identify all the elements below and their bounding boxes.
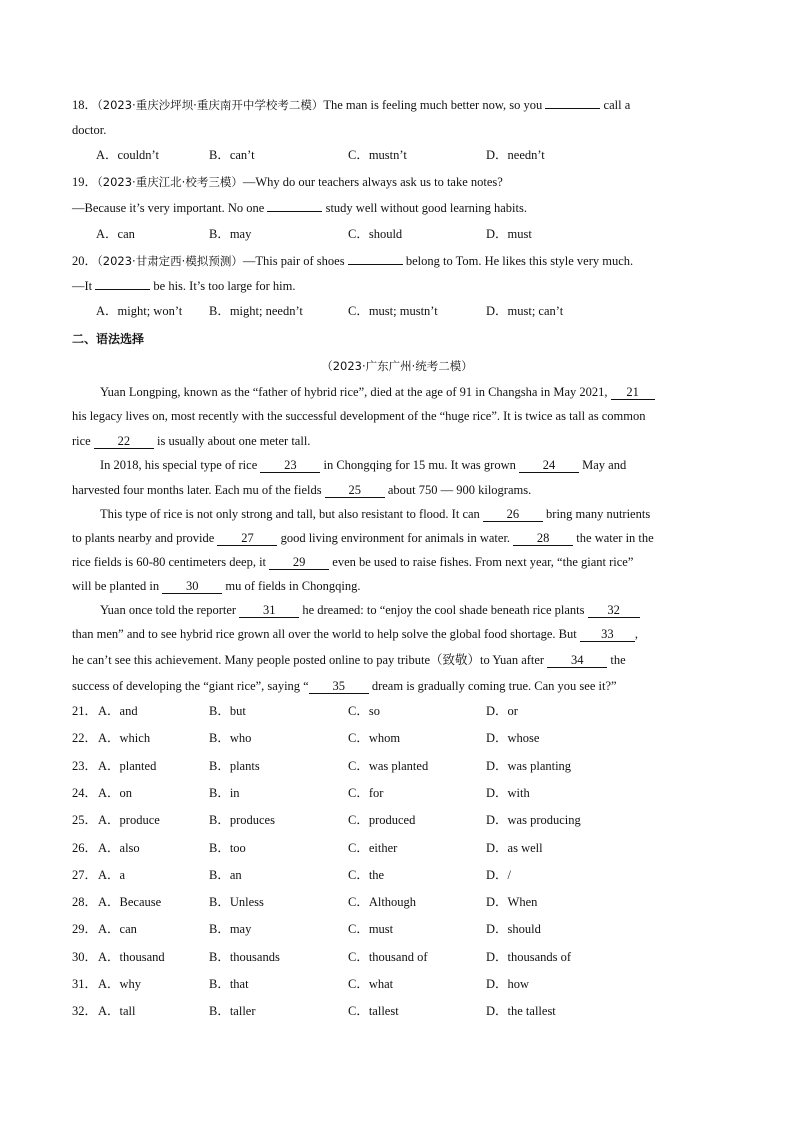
passage-source: （2023·广东广州·统考二模）	[321, 359, 473, 373]
option-c[interactable]: C．mustn’t	[348, 148, 407, 162]
option-c[interactable]: C．was planted	[348, 759, 429, 773]
option-c[interactable]: C．thousand of	[348, 950, 428, 964]
option-b[interactable]: B．an	[209, 868, 242, 882]
option-a[interactable]: A．Because	[98, 895, 162, 909]
option-a[interactable]: A．which	[98, 731, 151, 745]
blank-33[interactable]: 33	[580, 627, 635, 642]
passage-text: success of developing the “giant rice”, saying “	[72, 679, 309, 693]
option-b[interactable]: B．taller	[209, 1004, 256, 1018]
option-b[interactable]: B．that	[209, 977, 249, 991]
passage-text: the water in the	[576, 531, 654, 545]
option-c[interactable]: C．whom	[348, 731, 401, 745]
option-a[interactable]: A．can	[98, 922, 137, 936]
option-c[interactable]: C．Although	[348, 895, 417, 909]
option-d[interactable]: D．as well	[486, 841, 543, 855]
passage-line	[100, 601, 752, 619]
question-text-continued: doctor.	[72, 123, 107, 137]
option-a[interactable]: A．planted	[98, 759, 157, 773]
question-source: （2023·重庆沙坪坝·重庆南开中学校考二模）	[97, 98, 324, 112]
option-b[interactable]: B．may	[209, 922, 252, 936]
answer-blank[interactable]	[95, 289, 150, 290]
passage-line	[72, 432, 724, 450]
passage-text: he can’t see this achievement. Many people posted online to pay tribute（致敬）to Yuan after	[72, 653, 545, 667]
question-number: 29．	[72, 922, 98, 936]
passage-text: May and	[582, 458, 627, 472]
question-number: 27．	[72, 868, 98, 882]
passage-line	[100, 505, 752, 523]
question-20-line-2	[72, 277, 724, 295]
option-b[interactable]: B．plants	[209, 759, 260, 773]
question-text: —It	[72, 279, 93, 293]
question-text: call a	[603, 98, 631, 112]
option-a[interactable]: A．can	[96, 227, 135, 241]
option-d[interactable]: D．When	[486, 895, 538, 909]
passage-text: In 2018, his special type of rice	[100, 458, 258, 472]
question-text: —Why do our teachers always ask us to take notes?	[242, 175, 503, 189]
option-d[interactable]: D．whose	[486, 731, 540, 745]
passage-text: harvested four months later. Each mu of the fields	[72, 483, 322, 497]
option-c[interactable]: C．for	[348, 786, 384, 800]
passage-line: his legacy lives on, most recently with the successful development of the “huge rice”. It is twice as tall as common	[72, 409, 646, 423]
option-b[interactable]: B．in	[209, 786, 240, 800]
question-number: 31．	[72, 977, 98, 991]
blank-22[interactable]: 22	[94, 434, 154, 449]
question-number: 21．	[72, 704, 98, 718]
question-text: study well without good learning habits.	[325, 201, 527, 215]
blank-30[interactable]: 30	[162, 579, 222, 594]
option-d[interactable]: D．the tallest	[486, 1004, 556, 1018]
passage-text: in Chongqing for 15 mu. It was grown	[323, 458, 516, 472]
passage-text: Yuan Longping, known as the “father of hybrid rice”, died at the age of 91 in Changsha in May 2021,	[100, 385, 608, 399]
passage-line	[100, 456, 752, 474]
option-a[interactable]: A．on	[98, 786, 133, 800]
question-text: —Because it’s very important. No one	[72, 201, 265, 215]
passage-line	[72, 651, 724, 669]
option-b[interactable]: B．thousands	[209, 950, 280, 964]
option-a[interactable]: A．tall	[98, 1004, 136, 1018]
option-c[interactable]: C．what	[348, 977, 394, 991]
option-a[interactable]: A．a	[98, 868, 126, 882]
passage-text: the	[610, 653, 626, 667]
option-d[interactable]: D．/	[486, 868, 512, 882]
passage-text: than men” and to see hybrid rice grown all over the world to help solve the global food shortage. But	[72, 627, 577, 641]
option-a[interactable]: A．why	[98, 977, 142, 991]
option-d[interactable]: D．should	[486, 922, 541, 936]
option-d[interactable]: D．or	[486, 704, 518, 718]
passage-text: ,	[634, 627, 638, 641]
blank-35[interactable]: 35	[309, 679, 369, 694]
question-number: 20．	[72, 254, 98, 268]
passage-text: rice	[72, 434, 91, 448]
blank-34[interactable]: 34	[547, 653, 607, 668]
blank-31[interactable]: 31	[239, 603, 299, 618]
passage-line	[72, 553, 724, 571]
option-d[interactable]: D．needn’t	[486, 148, 545, 162]
passage-text: is usually about one meter tall.	[156, 434, 311, 448]
question-text: The man is feeling much better now, so you	[323, 98, 543, 112]
blank-26[interactable]: 26	[483, 507, 543, 522]
passage-text: Yuan once told the reporter	[100, 603, 237, 617]
blank-32[interactable]: 32	[588, 603, 640, 618]
passage-line	[72, 577, 724, 595]
section-heading: 二、语法选择	[72, 332, 145, 346]
option-d[interactable]: D．was producing	[486, 813, 581, 827]
question-number: 26．	[72, 841, 98, 855]
option-b[interactable]: B．Unless	[209, 895, 264, 909]
question-number: 22．	[72, 731, 98, 745]
option-c[interactable]: C．the	[348, 868, 385, 882]
option-d[interactable]: D．how	[486, 977, 530, 991]
passage-text: rice fields is 60-80 centimeters deep, it	[72, 555, 267, 569]
option-a[interactable]: A．also	[98, 841, 140, 855]
passage-text: dream is gradually coming true. Can you see it?”	[371, 679, 617, 693]
question-number: 23．	[72, 759, 98, 773]
option-d[interactable]: D．with	[486, 786, 530, 800]
passage-text: about 750 — 900 kilograms.	[387, 483, 532, 497]
option-c[interactable]: C．should	[348, 227, 403, 241]
blank-24[interactable]: 24	[519, 458, 579, 473]
option-b[interactable]: B．too	[209, 841, 246, 855]
option-b[interactable]: B．but	[209, 704, 246, 718]
question-text: belong to Tom. He likes this style very much.	[405, 254, 634, 268]
blank-28[interactable]: 28	[513, 531, 573, 546]
option-b[interactable]: B．can’t	[209, 148, 255, 162]
option-c[interactable]: C．so	[348, 704, 380, 718]
question-source: （2023·重庆江北·校考三模）	[97, 175, 243, 189]
question-number: 18．	[72, 98, 98, 112]
passage-text: to plants nearby and provide	[72, 531, 215, 545]
passage-line	[72, 625, 724, 643]
option-a[interactable]: A．thousand	[98, 950, 165, 964]
question-20	[72, 252, 724, 270]
passage-text: even be used to raise fishes. From next year, “the giant rice”	[332, 555, 634, 569]
question-number: 30．	[72, 950, 98, 964]
question-number: 24．	[72, 786, 98, 800]
option-a[interactable]: A．might; won’t	[96, 304, 183, 318]
question-18	[72, 96, 724, 114]
blank-21[interactable]: 21	[611, 385, 655, 400]
passage-text: will be planted in	[72, 579, 160, 593]
question-19	[72, 173, 724, 191]
option-b[interactable]: B．produces	[209, 813, 275, 827]
blank-27[interactable]: 27	[217, 531, 277, 546]
answer-blank[interactable]	[348, 264, 403, 265]
passage-text: This type of rice is not only strong and tall, but also resistant to flood. It can	[100, 507, 480, 521]
option-c[interactable]: C．produced	[348, 813, 416, 827]
option-b[interactable]: B．might; needn’t	[209, 304, 303, 318]
passage-text: he dreamed: to “enjoy the cool shade beneath rice plants	[302, 603, 585, 617]
blank-25[interactable]: 25	[325, 483, 385, 498]
option-c[interactable]: C．either	[348, 841, 398, 855]
option-a[interactable]: A．couldn’t	[96, 148, 159, 162]
question-text: —This pair of shoes	[242, 254, 345, 268]
passage-text: mu of fields in Chongqing.	[225, 579, 361, 593]
question-text: be his. It’s too large for him.	[153, 279, 296, 293]
question-number: 32．	[72, 1004, 98, 1018]
option-b[interactable]: B．who	[209, 731, 252, 745]
question-source: （2023·甘肃定西·模拟预测）	[97, 254, 243, 268]
option-b[interactable]: B．may	[209, 227, 252, 241]
option-d[interactable]: D．must	[486, 227, 532, 241]
option-d[interactable]: D．was planting	[486, 759, 572, 773]
option-d[interactable]: D．thousands of	[486, 950, 572, 964]
passage-line	[72, 677, 724, 695]
question-number: 28．	[72, 895, 98, 909]
option-c[interactable]: C．must	[348, 922, 394, 936]
passage-text: good living environment for animals in water.	[280, 531, 511, 545]
option-a[interactable]: A．produce	[98, 813, 160, 827]
passage-line	[72, 481, 724, 499]
answer-blank[interactable]	[267, 211, 322, 212]
question-19-line-2	[72, 199, 724, 217]
question-number: 25．	[72, 813, 98, 827]
option-d[interactable]: D．must; can’t	[486, 304, 564, 318]
blank-29[interactable]: 29	[269, 555, 329, 570]
answer-blank[interactable]	[545, 108, 600, 109]
option-c[interactable]: C．must; mustn’t	[348, 304, 438, 318]
passage-text: bring many nutrients	[546, 507, 651, 521]
option-c[interactable]: C．tallest	[348, 1004, 399, 1018]
question-number: 19．	[72, 175, 98, 189]
option-a[interactable]: A．and	[98, 704, 138, 718]
passage-line	[100, 383, 722, 401]
passage-line	[72, 529, 724, 547]
blank-23[interactable]: 23	[260, 458, 320, 473]
